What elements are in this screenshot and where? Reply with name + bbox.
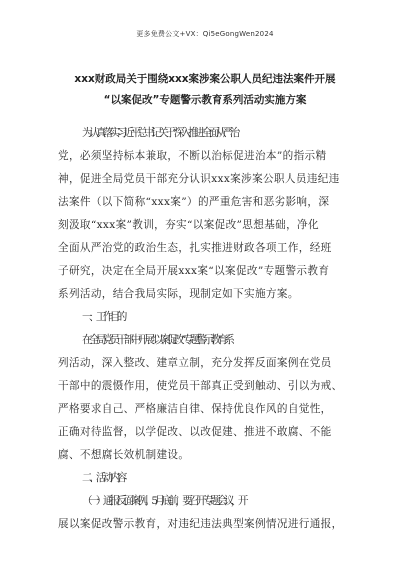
header-note: 更多免费公文+VX：Qi5eGongWen2024: [136, 30, 274, 38]
body-line: 正确对待监督，以学促改、以改促建、推进不敢腐、不能: [58, 426, 332, 438]
document-title-line-1: xxx财政局关于围绕xxx案涉案公职人员纪违法案件开展: [74, 73, 336, 85]
body-line: 系列活动，结合我局实际，现制定如下实施方案。: [58, 288, 299, 300]
body-line: 严格要求自己、严格廉洁自律、保持优良作风的自觉性，: [58, 403, 332, 415]
body-line: 列活动，深入整改、建章立制，充分发挥反面案例在党员: [58, 357, 332, 369]
section-heading-1: 一、工作目的: [82, 311, 124, 323]
body-line: 法案件（以下简称“xxx案”）的严重危害和恶劣影响，深: [58, 196, 330, 208]
body-line: （一）通报反面案例。5月底前，要召开专题会议，开: [82, 495, 245, 507]
body-line: 为认真落实习近平总书记关于“深入推进全面从严治: [82, 127, 237, 139]
body-line: 干部中的震慑作用，使党员干部真正受到触动、引以为戒、: [58, 380, 343, 392]
body-line: 展以案促改警示教育，对违纪违法典型案例情况进行通报，: [58, 518, 343, 530]
body-line: 腐、不想腐长效机制建设。: [58, 449, 190, 461]
body-line: 党，必须坚持标本兼取，不断以治标促进治本”的指示精: [58, 150, 327, 162]
document-title-line-2: “以案促改”专题警示教育系列活动实施方案: [103, 94, 307, 106]
body-line: 在全局党员干部中开展“以案促改”专题警示教育系: [82, 334, 232, 346]
body-line: 神，促进全局党员干部充分认识xxx案涉案公职人员违纪违: [58, 173, 340, 185]
body-line: 全面从严治党的政治生态，扎实推进财政各项工作，经班: [58, 242, 332, 254]
body-line: 刻汲取“xxx案”教训，夯实“以案促改”思想基础，净化: [58, 219, 319, 231]
body-line: 子研究，决定在全局开展xxx案“以案促改”专题警示教育: [58, 265, 330, 277]
section-heading-2: 二、活动内容: [82, 472, 124, 484]
